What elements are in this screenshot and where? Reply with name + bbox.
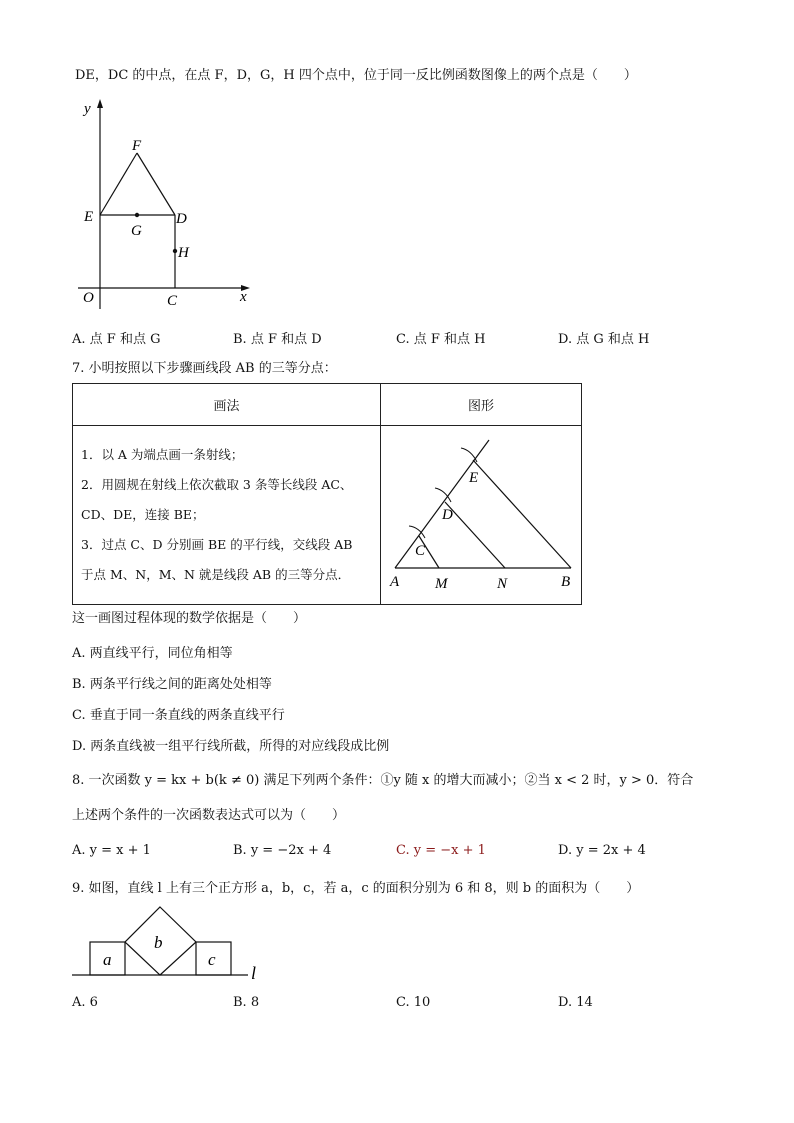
q8-stem-line-1: 8. 一次函数 y = kx + b(k ≠ 0) 满足下列两个条件：①y 随 x 的增大而减小；②当 x < 2 时，y > 0．符合 <box>72 773 694 788</box>
label-h: H <box>178 245 189 261</box>
q7-stem: 7. 小明按照以下步骤画线段 AB 的三等分点： <box>72 361 337 376</box>
label-m: M <box>435 576 448 592</box>
q9-squares-figure <box>70 905 270 985</box>
label-e: E <box>84 209 94 225</box>
q9-option-d[interactable]: D. 14 <box>558 995 593 1010</box>
label-n: N <box>497 576 508 592</box>
label-y: y <box>84 101 91 117</box>
label-c: C <box>415 543 426 559</box>
segment-ef <box>100 153 137 215</box>
table-header-figure: 图形 <box>381 384 582 426</box>
table-steps-cell <box>73 426 381 605</box>
label-b: b <box>154 933 163 952</box>
parallel-dn <box>445 502 505 568</box>
label-o: O <box>83 290 94 306</box>
table-header-method: 画法 <box>73 384 381 426</box>
step-line-1: 1．以 A 为端点画一条射线； <box>81 447 244 462</box>
q6-coordinate-figure <box>70 95 260 320</box>
q7-question: 这一画图过程体现的数学依据是（ ） <box>72 611 307 626</box>
point-g <box>135 213 139 217</box>
q8-option-b[interactable]: B. y = −2x + 4 <box>233 843 332 858</box>
q6-intro: DE，DC 的中点，在点 F，D，G，H 四个点中，位于同一反比例函数图像上的两个点是（ ） <box>75 68 637 83</box>
label-c: c <box>208 950 216 969</box>
label-l: l <box>251 963 257 983</box>
label-g: G <box>131 223 142 239</box>
q8-stem-line-2: 上述两个条件的一次函数表达式可以为（ ） <box>72 808 346 823</box>
label-a: a <box>103 950 112 969</box>
q8-option-a[interactable]: A. y = x + 1 <box>72 843 151 858</box>
label-e: E <box>469 470 479 486</box>
label-b: B <box>561 574 571 590</box>
q9-option-b[interactable]: B. 8 <box>233 995 260 1010</box>
q7-steps-table <box>72 383 582 605</box>
step-line-4: 3．过点 C、D 分别画 BE 的平行线，交线段 AB <box>81 537 353 552</box>
q9-stem: 9. 如图，直线 l 上有三个正方形 a，b，c，若 a，c 的面积分别为 6 和 8，则 b 的面积为（ ） <box>72 881 640 896</box>
q6-option-d[interactable]: D. 点 G 和点 H <box>558 332 650 347</box>
q6-option-a[interactable]: A. 点 F 和点 G <box>72 332 161 347</box>
step-line-2: 2．用圆规在射线上依次截取 3 条等长线段 AC、 <box>81 477 353 492</box>
label-a: A <box>390 574 400 590</box>
q6-option-b[interactable]: B. 点 F 和点 D <box>233 332 322 347</box>
q9-option-a[interactable]: A. 6 <box>72 995 98 1010</box>
y-axis-arrow <box>97 99 103 108</box>
label-x: x <box>240 289 247 305</box>
q8-option-c[interactable]: C. y = −x + 1 <box>396 843 486 858</box>
point-h <box>173 249 177 253</box>
q7-option-c[interactable]: C. 垂直于同一条直线的两条直线平行 <box>72 708 285 723</box>
q7-option-d[interactable]: D. 两条直线被一组平行线所截，所得的对应线段成比例 <box>72 739 390 754</box>
label-d: D <box>442 507 453 523</box>
q7-option-a[interactable]: A. 两直线平行，同位角相等 <box>72 646 233 661</box>
q6-option-c[interactable]: C. 点 F 和点 H <box>396 332 486 347</box>
step-line-3: CD、DE，连接 BE； <box>81 507 205 522</box>
q9-option-c[interactable]: C. 10 <box>396 995 431 1010</box>
label-f: F <box>132 138 142 154</box>
segment-be <box>473 460 571 568</box>
segment-fd <box>137 153 175 215</box>
label-c: C <box>167 293 178 309</box>
table-figure-cell <box>381 426 582 605</box>
q7-trisection-figure <box>381 426 581 604</box>
label-d: D <box>176 211 187 227</box>
q8-option-d[interactable]: D. y = 2x + 4 <box>558 843 646 858</box>
q7-option-b[interactable]: B. 两条平行线之间的距离处处相等 <box>72 677 272 692</box>
step-line-5: 于点 M、N，M、N 就是线段 AB 的三等分点． <box>81 567 351 582</box>
arc-c <box>409 526 425 538</box>
